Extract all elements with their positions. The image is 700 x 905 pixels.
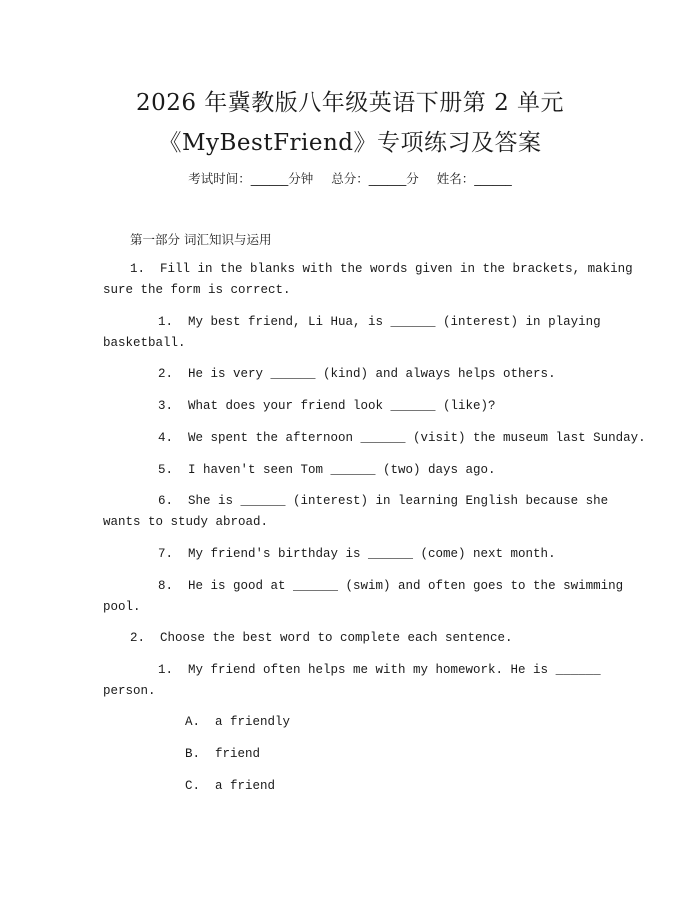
q2-option-a: A. a friendly xyxy=(185,715,291,729)
q1-item-4: 4. We spent the afternoon ______ (visit) the museum last Sunday. xyxy=(158,431,646,445)
q2-option-b: B. friend xyxy=(185,747,261,761)
q2-item-1-cont: person. xyxy=(103,684,156,698)
q1-item-5: 5. I haven't seen Tom ______ (two) days ago. xyxy=(158,463,496,477)
q1-item-6-cont: wants to study abroad. xyxy=(103,515,269,529)
q1-item-3: 3. What does your friend look ______ (like)? xyxy=(158,399,496,413)
q1-instruction-line-2: sure the form is correct. xyxy=(103,283,291,297)
total-score: 总分：______分 xyxy=(331,171,419,186)
q2-option-c: C. a friend xyxy=(185,779,276,793)
title-line-2: 《MyBestFriend》专项练习及答案 xyxy=(158,130,542,156)
q1-item-8-cont: pool. xyxy=(103,600,141,614)
q1-item-6: 6. She is ______ (interest) in learning English because she xyxy=(158,494,609,508)
section-heading: 第一部分 词汇知识与运用 xyxy=(130,232,272,247)
q1-item-8: 8. He is good at ______ (swim) and often goes to the swimming xyxy=(158,579,624,593)
q1-instruction-line-1: 1. Fill in the blanks with the words given in the brackets, making xyxy=(130,262,633,276)
q2-item-1: 1. My friend often helps me with my homework. He is ______ xyxy=(158,663,601,677)
q1-item-7: 7. My friend's birthday is ______ (come) next month. xyxy=(158,547,556,561)
q2-instruction: 2. Choose the best word to complete each sentence. xyxy=(130,631,513,645)
q1-item-2: 2. He is very ______ (kind) and always helps others. xyxy=(158,367,556,381)
exam-info xyxy=(0,169,700,187)
q1-item-1-cont: basketball. xyxy=(103,336,186,350)
title-line-1: 2026 年冀教版八年级英语下册第 2 单元 xyxy=(135,90,565,116)
q1-item-1: 1. My best friend, Li Hua, is ______ (interest) in playing xyxy=(158,315,601,329)
student-name: 姓名：______ xyxy=(436,171,512,186)
exam-time: 考试时间：______分钟 xyxy=(188,171,314,186)
